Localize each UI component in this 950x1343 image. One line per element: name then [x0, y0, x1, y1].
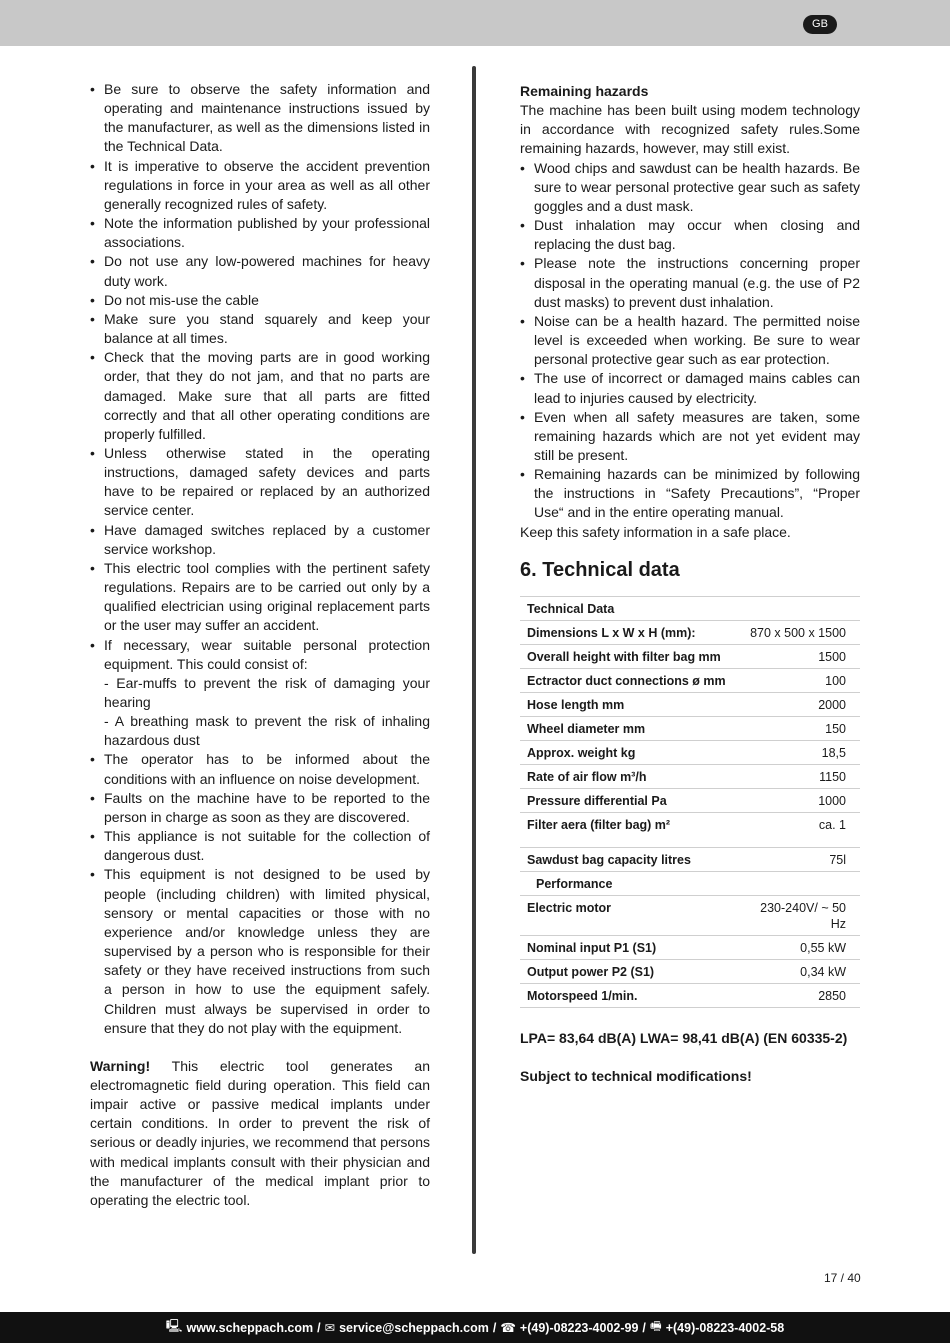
fax-number: +(49)-08223-4002-58	[665, 1320, 785, 1335]
list-item: • Make sure you stand squarely and keep your balance at all times.	[90, 310, 430, 348]
row-label: Overall height with filter bag mm	[520, 644, 740, 668]
list-item: • Check that the moving parts are in good working order, that they do not jam, and that no parts are damaged. Make sure that all parts are fitted correctly and that all other operating conditions are properly fulfilled.	[90, 348, 430, 444]
table-row	[520, 620, 860, 644]
list-item: • This equipment is not designed to be used by people (including children) with limited physical, sensory or mental capacities or those with no experience and/or knowledge unless they are supervised by a person who is responsible for their safety or they have received instructions from such a person in how to use the equipment safely. Children must always be supervised in order to ensure that they do not play with the equipment.	[90, 865, 430, 1037]
table-row	[520, 596, 860, 620]
list-item: • The operator has to be informed about the conditions with an influence on noise development.	[90, 750, 430, 788]
table-row	[520, 959, 860, 983]
table-row	[520, 895, 860, 935]
table-row	[520, 847, 860, 871]
row-value: 75l	[740, 847, 860, 871]
row-label: Hose length mm	[520, 692, 740, 716]
table-row	[520, 716, 860, 740]
row-value: 1150	[740, 764, 860, 788]
language-badge: GB	[803, 15, 837, 34]
row-label: Rate of air flow m³/h	[520, 764, 740, 788]
list-item: • Have damaged switches replaced by a customer service workshop.	[90, 521, 430, 559]
row-label: Performance	[520, 871, 740, 895]
row-label: Filter aera (filter bag) m²	[520, 812, 740, 847]
list-item: • Wood chips and sawdust can be health hazards. Be sure to wear personal protective gear such as safety goggles and a dust mask.	[520, 159, 860, 216]
row-label: Electric motor	[520, 895, 740, 935]
footer-bar	[0, 1312, 950, 1343]
section-title: 6. Technical data	[520, 558, 680, 581]
row-value: 230-240V/ ~ 50 Hz	[740, 895, 860, 935]
row-value: 100	[740, 668, 860, 692]
protection-breathing-mask: - A breathing mask to prevent the risk of inhaling hazardous dust	[104, 713, 430, 749]
row-label: Sawdust bag capacity litres	[520, 847, 740, 871]
table-row	[520, 983, 860, 1007]
subject-to-modifications: Subject to technical modifications!	[520, 1067, 752, 1084]
table-row	[520, 668, 860, 692]
list-item: • Please note the instructions concerning proper disposal in the operating manual (e.g. the use of P2 dust masks) to prevent dust inhalation.	[520, 254, 860, 311]
row-label: Pressure differential Pa	[520, 788, 740, 812]
website-link[interactable]: www.scheppach.com	[186, 1320, 314, 1335]
row-value: 0,55 kW	[740, 935, 860, 959]
row-label: Output power P2 (S1)	[520, 959, 740, 983]
table-row	[520, 812, 860, 847]
phone-number: +(49)-08223-4002-99	[519, 1320, 639, 1335]
email-icon: ✉	[324, 1321, 336, 1335]
row-value: 18,5	[740, 740, 860, 764]
remaining-hazards-intro: The machine has been built using modem technology in accordance with recognized safety rules.Some remaining hazards, however, may still exist.	[520, 102, 860, 157]
row-label: Ectractor duct connections ø mm	[520, 668, 740, 692]
table-row	[520, 740, 860, 764]
list-item: • Remaining hazards can be minimized by following the instructions in “Safety Precautions”, “Proper Use“ and in the entire operating manual.	[520, 465, 860, 522]
list-item: • Do not mis-use the cable	[90, 291, 430, 310]
page-number: 17 / 40	[824, 1271, 861, 1285]
left-column	[90, 80, 430, 1210]
row-value: 2000	[740, 692, 860, 716]
list-item: • Be sure to observe the safety information and operating and maintenance instructions issued by the manufacturer, as well as the dimensions listed in the Technical Data.	[90, 80, 430, 157]
remaining-hazards-title: Remaining hazards	[520, 83, 649, 99]
hazards-bullet-list	[520, 159, 860, 523]
list-item: • The use of incorrect or damaged mains cables can lead to injuries caused by electricity.	[520, 369, 860, 407]
table-row	[520, 692, 860, 716]
warning-label: Warning!	[90, 1057, 151, 1074]
row-label: Dimensions L x W x H (mm):	[520, 620, 740, 644]
row-label: Motorspeed 1/min.	[520, 983, 740, 1007]
list-item: • Noise can be a health hazard. The permitted noise level is exceeded when working. Be sure to wear personal protective gear such as ear protection.	[520, 312, 860, 369]
row-value: 870 x 500 x 1500	[740, 620, 860, 644]
row-label: Technical Data	[520, 596, 740, 620]
list-item: • This electric tool complies with the pertinent safety regulations. Repairs are to be carried out only by a qualified electrician using original replacement parts or the user may suffer an accident.	[90, 559, 430, 636]
list-item: • Do not use any low-powered machines for heavy duty work.	[90, 252, 430, 290]
safety-bullet-list	[90, 80, 430, 1038]
row-label: Nominal input P1 (S1)	[520, 935, 740, 959]
row-value: 1500	[740, 644, 860, 668]
table-row	[520, 644, 860, 668]
list-item: • It is imperative to observe the accident prevention regulations in force in your area as well as all other generally recognized rules of safety.	[90, 157, 430, 214]
list-item-protection	[90, 636, 430, 751]
table-row	[520, 764, 860, 788]
warning-text: This electric tool generates an electromagnetic field during operation. This field can impair active or passive medical implants under certain conditions. In order to prevent the risk of serious or deadly injuries, we recommend that persons with medical implants consult with their physician and the manufacturer of the medical implant prior to operating the electric tool.	[90, 1057, 430, 1208]
row-value: 1000	[740, 788, 860, 812]
table-row	[520, 871, 860, 895]
column-divider	[472, 66, 476, 1254]
header-bar	[0, 0, 950, 46]
list-item: • This appliance is not suitable for the collection of dangerous dust.	[90, 827, 430, 865]
row-value: 0,34 kW	[740, 959, 860, 983]
list-item: • Note the information published by your professional associations.	[90, 214, 430, 252]
row-value	[740, 871, 860, 895]
row-value: 2850	[740, 983, 860, 1007]
list-item: • Dust inhalation may occur when closing and replacing the dust bag.	[520, 216, 860, 254]
phone-icon: ☎	[500, 1321, 516, 1335]
table-row	[520, 935, 860, 959]
row-value	[740, 596, 860, 620]
table-row	[520, 788, 860, 812]
row-label: Wheel diameter mm	[520, 716, 740, 740]
fax-icon: 🖷	[649, 1319, 662, 1333]
computer-icon: 🖳	[165, 1319, 183, 1333]
remaining-hazards-outro: Keep this safety information in a safe place.	[520, 523, 791, 540]
right-column	[520, 80, 860, 1084]
list-item: • Unless otherwise stated in the operating instructions, damaged safety devices and parts have to be repaired or replaced by an authorized service center.	[90, 444, 430, 521]
separator: /	[642, 1320, 646, 1335]
separator: /	[492, 1320, 497, 1335]
row-value: ca. 1	[740, 812, 860, 847]
separator: /	[317, 1320, 321, 1335]
noise-values: LPA= 83,64 dB(A) LWA= 98,41 dB(A) (EN 60335-2)	[520, 1029, 848, 1046]
list-item: • Even when all safety measures are taken, some remaining hazards which are not yet evident may still be present.	[520, 408, 860, 465]
row-value: 150	[740, 716, 860, 740]
list-item: • Faults on the machine have to be reported to the person in charge as soon as they are discovered.	[90, 789, 430, 827]
protection-intro: • If necessary, wear suitable personal protection equipment. This could consist of:	[104, 636, 430, 672]
protection-ear-muffs: - Ear-muffs to prevent the risk of damaging your hearing	[104, 674, 430, 710]
email-link[interactable]: service@scheppach.com	[339, 1320, 489, 1335]
technical-data-table	[520, 596, 860, 1008]
row-label: Approx. weight kg	[520, 740, 740, 764]
warning-paragraph	[90, 1057, 430, 1210]
